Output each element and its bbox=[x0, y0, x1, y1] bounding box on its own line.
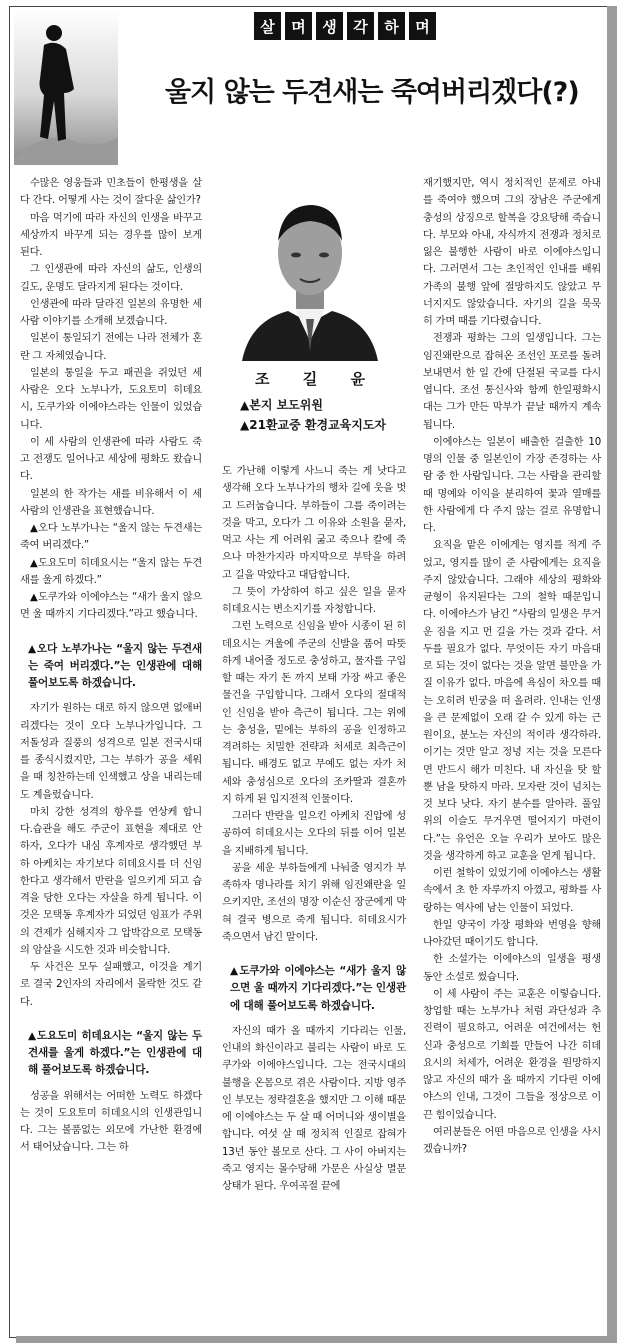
body-paragraph: 도 가난해 이렇게 사느니 죽는 게 낫다고 생각해 오다 노부나가의 행차 길에 웃을 벗고 드러눕습니다. 부하들이 그를 죽이려는 것을 막고, 오다가 그 이유와 소원을 묻자, 먹고 사는 게 어려워 굶고 죽으나 칼에 죽으나 마찬가지라 마지막으로 부탁을 하려고 길을 막았다고 대답합니다. bbox=[222, 466, 406, 581]
body-paragraph: 이에야스는 일본이 배출한 걸출한 10명의 인물 중 일본인이 가장 존경하는 사람 중 한 사람입니다. 그는 사람을 관리할 때 명예와 이익을 분리하여 꽃과 열매를 한 사람에게 다 주지 않는 걸로 유명합니다. bbox=[423, 436, 601, 534]
kicker-char: 며 bbox=[285, 12, 312, 40]
kicker-char: 각 bbox=[347, 12, 374, 40]
kicker-char: 며 bbox=[409, 12, 436, 40]
body-paragraph: 공을 세운 부하들에게 나눠줄 영지가 부족하자 명나라를 치기 위해 임진왜란을 일으키지만, 조선의 명장 이순신 장군에게 막혀 결국 병으로 죽게 됩니다. 히데요시가 죽으면서 남긴 말이다. bbox=[222, 862, 406, 943]
body-paragraph: 일본이 통일되기 전에는 나라 전체가 혼란 그 자체였습니다. bbox=[20, 333, 202, 362]
subheading-paragraph: ▲도요도미 히데요시는 “울지 않는 두견새를 울게 하겠다.”는 인생관에 대해 풀어보도록 하겠습니다. bbox=[28, 1029, 202, 1077]
author-role: ▲21환교중 환경교육지도자 bbox=[240, 418, 387, 432]
body-paragraph: ▲도요도미 히데요시는 “울지 않는 두견새를 울게 하겠다.” bbox=[20, 557, 202, 586]
author-portrait-photo bbox=[230, 171, 390, 361]
body-paragraph: 요직을 맡은 이에게는 영지를 적게 주었고, 영지를 많이 준 사람에게는 요직을 주지 않았습니다. 그래야 세상의 평화와 균형이 유지된다는 그의 철학 때문입니다. 이에야스가 남긴 “사람의 일생은 무거운 짐을 지고 먼 길을 가는 것과 같다. 서두를 필요가 없다. 무엇이든 자기 마음대로 되는 것이 없다는 것을 알면 불만을 가질 이유가 없다. 마음에 욕심이 차오를 때는 오히려 빈궁을 떠 올려라. 인내는 인생을 큰 문제없이 오래 갈 수 있게 하는 근원이요, 분노는 자신의 적이라 생각하라. 이기는 것만 알고 정녕 지는 것을 모른다면 반드시 해가 미친다. 내 자신을 탓 할뿐 남을 탓하지 마라. 모자란 것이 넘치는 것 보다 낫다. 자기 분수를 알아라. 풀잎 위의 이슬도 무거우면 떨어지기 마련이다.”는 유언은 오늘 우리가 보아도 많은 것을 생각하게 하고 교훈을 얻게 됩니다. bbox=[423, 540, 601, 862]
body-paragraph: 전쟁과 평화는 그의 일생입니다. 그는 임진왜란으로 잡혀온 조선인 포로를 돌려보내면서 한 일 간에 단절된 국교를 다시 엽니다. 조선 통신사와 함께 한일평화시대는 그가 만든 막부가 끝날 때까지 계속됩니다. bbox=[423, 333, 601, 431]
article-column-1 bbox=[20, 175, 202, 1157]
frame-shadow-bottom bbox=[16, 1336, 617, 1343]
body-paragraph: 이런 철학이 있었기에 이에야스는 생활 속에서 초 한 자루까지 아꼈고, 평화를 사랑하는 역사에 남는 인물이 되었다. bbox=[423, 868, 601, 914]
body-paragraph: 수많은 영웅들과 민초들이 한평생을 살다 간다. 어떻게 사는 것이 잘다운 삶인가? bbox=[20, 178, 202, 207]
body-paragraph: ▲오다 노부가나는 “울지 않는 두견새는 죽여 버리겠다.” bbox=[20, 523, 202, 552]
body-paragraph: 일본의 한 작가는 새를 비유해서 이 세 사람의 인생관을 표현했습니다. bbox=[20, 488, 202, 517]
body-paragraph: 마음 먹기에 따라 자신의 인생을 바꾸고 세상까지 바꾸게 되는 경우를 많이 보게 된다. bbox=[20, 212, 202, 258]
section-kicker bbox=[254, 12, 436, 40]
body-paragraph: 자신의 때가 올 때까지 기다리는 인물, 인내의 화신이라고 불리는 사람이 바로 도쿠가와 이에야스입니다. 그는 전국시대의 불행을 온몸으로 겪은 사람이다. 지방 영주인 부모는 정략결혼을 했지만 그 이해 때문에 이에야스는 두 살 때 어머니와 생이별을 합니다. 여섯 살 때 정치적 인질로 잡혀가 13년 동안 볼모로 산다. 그 사이 아버지는 죽고 영지는 몰수당해 가문은 사실상 멸문상태가 된다. 우여곡절 끝에 bbox=[222, 1025, 406, 1192]
author-role: ▲본지 보도위원 bbox=[240, 398, 323, 412]
body-paragraph: 성공을 위해서는 어떠한 노력도 하겠다는 것이 도요토미 히데요시의 인생관입니다. 그는 볼품없는 외모에 가난한 환경에서 태어났습니다. 그는 하 bbox=[20, 1090, 202, 1154]
kicker-char: 생 bbox=[316, 12, 343, 40]
body-paragraph: 그 뜻이 가상하여 하고 싶은 일을 묻자 히데요시는 변소지기를 자청합니다. bbox=[222, 586, 406, 615]
body-paragraph: 그 인생관에 따라 자신의 삶도, 인생의 길도, 운명도 달라지게 된다는 것이다. bbox=[20, 264, 202, 293]
body-paragraph: 일본의 통일을 두고 패권을 쥐었던 세 사람은 오다 노부나가, 도요토미 히데요시, 도쿠가와 이에야스라는 인물이 있었습니다. bbox=[20, 367, 202, 431]
body-paragraph: 두 사건은 모두 실패했고, 이것을 계기로 결국 2인자의 자리에서 몰락한 것도 같다. bbox=[20, 962, 202, 1008]
body-paragraph: 여러분들은 어떤 마음으로 인생을 사시겠습니까? bbox=[423, 1126, 601, 1155]
body-paragraph: 마치 강한 성격의 항우를 연상케 합니다.습관을 해도 주군이 표현을 제대로 안하자, 오다가 내심 후계자로 생각했던 부하 아케치는 자기보다 히데요시를 더 신임한다고 생각해서 반란을 일으키게 되고 습격을 당한 오다는 자살을 하게 됩니다. 이것은 모택동 후계자가 되었던 임표가 주위의 견제가 심해지자 그 압박감으로 모택동의 암살을 시도한 것과 비슷합니다. bbox=[20, 806, 202, 956]
body-paragraph: 이 세 사람의 인생관에 따라 사람도 죽고 전쟁도 일어나고 세상에 평화도 왔습니다. bbox=[20, 436, 202, 483]
body-paragraph: 이 세 사람이 주는 교훈은 이렇습니다. 창업할 때는 노부가나 처럼 과단성과 추진력이 필요하고, 어려운 여건에서는 헌신과 충성으로 기회를 만들어 나간 히데요시의 처세가, 어려운 환경을 원망하지 않고 자신의 때가 올 때까지 기다린 이에야스의 인내, 그것이 그들을 정상으로 이끈 힘이었습니다. bbox=[423, 988, 601, 1121]
body-paragraph: 인생관에 따라 달라진 일본의 유명한 세 사람 이야기를 소개해 보겠습니다. bbox=[20, 298, 202, 327]
article-headline: 울지 않는 두견새는 죽여버리겠다(?) bbox=[165, 77, 579, 108]
walking-man-silhouette-image bbox=[14, 9, 118, 165]
subheading-paragraph: ▲오다 노부가나는 “울지 않는 두견새는 죽여 버리겠다.”는 인생관에 대해 풀어보도록 하겠습니다. bbox=[28, 642, 202, 689]
article-column-3 bbox=[423, 175, 601, 1158]
subheading-paragraph: ▲도쿠가와 이에야스는 “새가 울지 않으면 울 때까지 기다리겠다.”는 인생관에 대해 풀어보도록 하겠습니다. bbox=[230, 965, 406, 1012]
body-paragraph: 그러다 반란을 일으킨 아케치 진압에 성공하여 히데요시는 오다의 뒤를 이어 일본을 지배하게 됩니다. bbox=[222, 811, 406, 857]
body-paragraph: 한일 양국이 가장 평화와 번영을 향해 나아갔던 때이기도 합니다. bbox=[423, 919, 601, 948]
body-paragraph: ▲도쿠가와 이에야스는 “새가 울지 않으면 울 때까지 기다리겠다.”라고 했습니다. bbox=[20, 592, 202, 621]
author-byline bbox=[232, 368, 402, 435]
kicker-char: 하 bbox=[378, 12, 405, 40]
frame-shadow-right bbox=[607, 6, 617, 1337]
body-paragraph: 그런 노력으로 신임을 받아 시종이 된 히데요시는 겨울에 주군의 신발을 품어 따뜻하게 내어줄 정도로 충성하고, 물자를 구입할 때는 자기 돈 까지 보태 가장 싸고 좋은 물건을 구입합니다. 그래서 오다의 절대적인 신임을 받아 측근이 됩니다. 그는 위에는 충성을, 밑에는 부하의 공을 인정하고 격려하는 치밀한 전략과 처세로 최측근이 됩니다. 배경도 없고 무예도 없는 자가 처세와 충성심으로 오다의 조카딸과 결혼까지 하게 된 입지전적 인물이다. bbox=[222, 621, 406, 805]
body-paragraph: 자기가 원하는 대로 하지 않으면 없애버리겠다는 것이 오다 노부나가입니다. 그 저돌성과 질풍의 성격으로 일본 전국시대를 종식시켰지만, 그는 부하가 공을 세워을 때 칭찬하는데 인색했고 상을 내리는데도 계을렀습니다. bbox=[20, 703, 202, 801]
body-paragraph: 재기했지만, 역시 정치적인 문제로 아내를 죽여야 했으며 그의 장남은 주군에게 충성의 상징으로 할복을 강요당해 죽습니다. 부모와 아내, 자식까지 전쟁과 정치로 잃은 불행한 사람이 바로 이에야스입니다. 그러면서 그는 초인적인 인내를 배워 가족의 불행 앞에 절망하지도 않았고 무너지지도 않았습니다. 자기의 길을 묵묵히 가며 때를 기다렸습니다. bbox=[423, 178, 601, 327]
author-name: 조 길 윤 bbox=[255, 370, 379, 388]
kicker-char: 살 bbox=[254, 12, 281, 40]
body-paragraph: 한 소설가는 이에야스의 일생을 평생 동안 소설로 썼습니다. bbox=[423, 954, 601, 983]
article-column-2 bbox=[222, 463, 406, 1195]
